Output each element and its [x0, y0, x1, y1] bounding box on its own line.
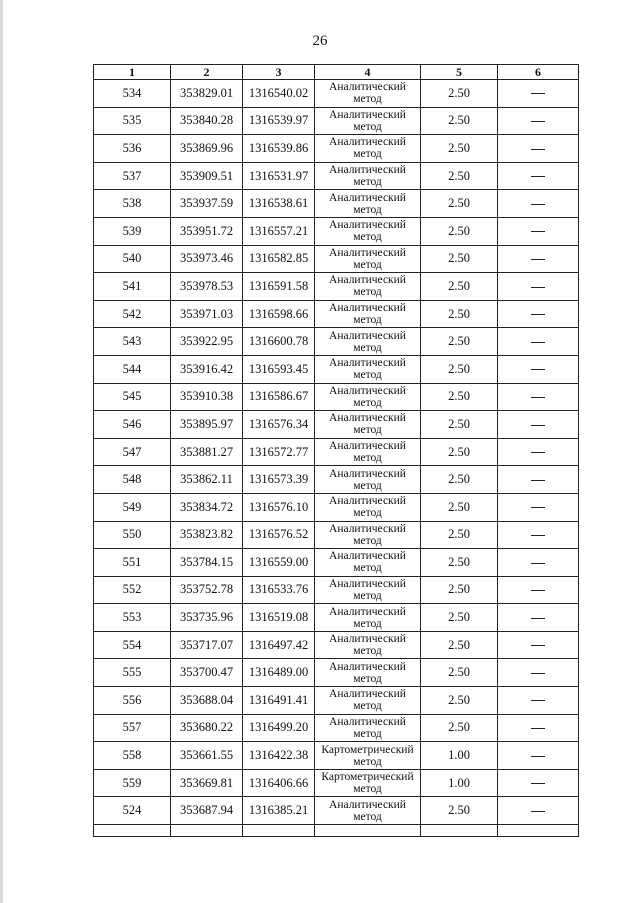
method-cell: Аналитический метод [315, 797, 421, 825]
note-cell [498, 355, 579, 383]
coordinate-x-cell: 353687.94 [171, 797, 243, 825]
precision-cell: 2.50 [421, 273, 498, 301]
note-cell [498, 217, 579, 245]
coordinate-x-cell: 353661.55 [171, 742, 243, 770]
table-row [94, 549, 579, 577]
coordinate-x-cell: 353700.47 [171, 659, 243, 687]
coordinate-y-cell: 1316572.77 [243, 438, 315, 466]
table-row [94, 576, 579, 604]
dash-mark [531, 369, 545, 370]
note-cell [498, 687, 579, 715]
table-row [94, 797, 579, 825]
table-row [94, 245, 579, 273]
point-number-cell: 555 [94, 659, 171, 687]
coordinate-y-cell: 1316573.39 [243, 466, 315, 494]
empty-cell [315, 825, 421, 837]
note-cell [498, 328, 579, 356]
precision-cell: 2.50 [421, 604, 498, 632]
coordinate-y-cell: 1316489.00 [243, 659, 315, 687]
table-row [94, 328, 579, 356]
precision-cell: 2.50 [421, 190, 498, 218]
note-cell [498, 576, 579, 604]
note-cell [498, 190, 579, 218]
page-number: 26 [312, 33, 328, 49]
note-cell [498, 769, 579, 797]
coordinate-x-cell: 353869.96 [171, 135, 243, 163]
method-cell: Картометрический метод [315, 769, 421, 797]
dash-mark [531, 314, 545, 315]
precision-cell: 1.00 [421, 769, 498, 797]
precision-cell: 2.50 [421, 466, 498, 494]
coordinate-y-cell: 1316519.08 [243, 604, 315, 632]
note-cell [498, 245, 579, 273]
precision-cell: 2.50 [421, 631, 498, 659]
coordinates-table [93, 64, 579, 837]
precision-cell: 2.50 [421, 162, 498, 190]
coordinate-y-cell: 1316539.97 [243, 107, 315, 135]
precision-cell: 2.50 [421, 576, 498, 604]
method-cell: Аналитический метод [315, 300, 421, 328]
table-row [94, 659, 579, 687]
note-cell [498, 273, 579, 301]
method-cell: Аналитический метод [315, 466, 421, 494]
table-row [94, 300, 579, 328]
coordinate-y-cell: 1316491.41 [243, 687, 315, 715]
table-row [94, 355, 579, 383]
table-row [94, 135, 579, 163]
point-number-cell: 554 [94, 631, 171, 659]
coordinate-y-cell: 1316531.97 [243, 162, 315, 190]
table-row [94, 411, 579, 439]
point-number-cell: 536 [94, 135, 171, 163]
coordinate-y-cell: 1316559.00 [243, 549, 315, 577]
point-number-cell: 524 [94, 797, 171, 825]
coordinate-x-cell: 353784.15 [171, 549, 243, 577]
note-cell [498, 493, 579, 521]
dash-mark [531, 149, 545, 150]
coordinate-x-cell: 353922.95 [171, 328, 243, 356]
note-cell [498, 80, 579, 108]
note-cell [498, 383, 579, 411]
note-cell [498, 107, 579, 135]
column-header-5: 5 [421, 65, 498, 80]
coordinate-y-cell: 1316598.66 [243, 300, 315, 328]
point-number-cell: 553 [94, 604, 171, 632]
coordinate-x-cell: 353910.38 [171, 383, 243, 411]
point-number-cell: 549 [94, 493, 171, 521]
point-number-cell: 548 [94, 466, 171, 494]
note-cell [498, 411, 579, 439]
dash-mark [531, 728, 545, 729]
coordinate-x-cell: 353895.97 [171, 411, 243, 439]
method-cell: Аналитический метод [315, 714, 421, 742]
point-number-cell: 541 [94, 273, 171, 301]
dash-mark [531, 204, 545, 205]
table-row [94, 769, 579, 797]
table-row [94, 493, 579, 521]
coordinate-y-cell: 1316586.67 [243, 383, 315, 411]
coordinate-y-cell: 1316422.38 [243, 742, 315, 770]
coordinate-x-cell: 353937.59 [171, 190, 243, 218]
coordinate-y-cell: 1316497.42 [243, 631, 315, 659]
method-cell: Аналитический метод [315, 493, 421, 521]
point-number-cell: 551 [94, 549, 171, 577]
table-row [94, 438, 579, 466]
dash-mark [531, 259, 545, 260]
point-number-cell: 543 [94, 328, 171, 356]
precision-cell: 1.00 [421, 742, 498, 770]
column-header-1: 1 [94, 65, 171, 80]
precision-cell: 2.50 [421, 245, 498, 273]
coordinate-x-cell: 353735.96 [171, 604, 243, 632]
empty-cell [243, 825, 315, 837]
precision-cell: 2.50 [421, 135, 498, 163]
empty-cell [94, 825, 171, 837]
method-cell: Аналитический метод [315, 549, 421, 577]
method-cell: Аналитический метод [315, 659, 421, 687]
table-row [94, 190, 579, 218]
note-cell [498, 797, 579, 825]
table-row [94, 107, 579, 135]
coordinate-x-cell: 353971.03 [171, 300, 243, 328]
coordinate-y-cell: 1316406.66 [243, 769, 315, 797]
dash-mark [531, 480, 545, 481]
coordinate-y-cell: 1316557.21 [243, 217, 315, 245]
method-cell: Аналитический метод [315, 687, 421, 715]
table-row [94, 162, 579, 190]
precision-cell: 2.50 [421, 217, 498, 245]
coordinate-x-cell: 353916.42 [171, 355, 243, 383]
method-cell: Аналитический метод [315, 438, 421, 466]
method-cell: Аналитический метод [315, 135, 421, 163]
coordinate-x-cell: 353978.53 [171, 273, 243, 301]
point-number-cell: 547 [94, 438, 171, 466]
method-cell: Аналитический метод [315, 521, 421, 549]
note-cell [498, 631, 579, 659]
coordinate-y-cell: 1316576.10 [243, 493, 315, 521]
point-number-cell: 550 [94, 521, 171, 549]
method-cell: Картометрический метод [315, 742, 421, 770]
column-header-2: 2 [171, 65, 243, 80]
point-number-cell: 546 [94, 411, 171, 439]
coordinate-y-cell: 1316582.85 [243, 245, 315, 273]
empty-continuation-row [94, 825, 579, 837]
coordinate-x-cell: 353680.22 [171, 714, 243, 742]
precision-cell: 2.50 [421, 521, 498, 549]
column-header-3: 3 [243, 65, 315, 80]
point-number-cell: 534 [94, 80, 171, 108]
method-cell: Аналитический метод [315, 631, 421, 659]
precision-cell: 2.50 [421, 797, 498, 825]
coordinate-y-cell: 1316600.78 [243, 328, 315, 356]
method-cell: Аналитический метод [315, 190, 421, 218]
point-number-cell: 542 [94, 300, 171, 328]
method-cell: Аналитический метод [315, 162, 421, 190]
empty-cell [498, 825, 579, 837]
dash-mark [531, 507, 545, 508]
coordinate-x-cell: 353909.51 [171, 162, 243, 190]
table-row [94, 714, 579, 742]
coordinate-x-cell: 353834.72 [171, 493, 243, 521]
method-cell: Аналитический метод [315, 245, 421, 273]
coordinate-x-cell: 353823.82 [171, 521, 243, 549]
method-cell: Аналитический метод [315, 107, 421, 135]
note-cell [498, 300, 579, 328]
coordinate-x-cell: 353862.11 [171, 466, 243, 494]
precision-cell: 2.50 [421, 493, 498, 521]
empty-cell [421, 825, 498, 837]
precision-cell: 2.50 [421, 107, 498, 135]
dash-mark [531, 645, 545, 646]
coordinate-y-cell: 1316591.58 [243, 273, 315, 301]
precision-cell: 2.50 [421, 549, 498, 577]
precision-cell: 2.50 [421, 328, 498, 356]
coordinate-y-cell: 1316385.21 [243, 797, 315, 825]
method-cell: Аналитический метод [315, 383, 421, 411]
dash-mark [531, 535, 545, 536]
note-cell [498, 438, 579, 466]
note-cell [498, 714, 579, 742]
table-row [94, 80, 579, 108]
table-row [94, 742, 579, 770]
method-cell: Аналитический метод [315, 576, 421, 604]
point-number-cell: 538 [94, 190, 171, 218]
dash-mark [531, 590, 545, 591]
coordinate-x-cell: 353951.72 [171, 217, 243, 245]
note-cell [498, 162, 579, 190]
table-header-row [94, 65, 579, 80]
dash-mark [531, 452, 545, 453]
column-header-4: 4 [315, 65, 421, 80]
method-cell: Аналитический метод [315, 217, 421, 245]
table-row [94, 273, 579, 301]
table-row [94, 466, 579, 494]
coordinate-x-cell: 353669.81 [171, 769, 243, 797]
coordinate-x-cell: 353973.46 [171, 245, 243, 273]
precision-cell: 2.50 [421, 438, 498, 466]
table-row [94, 521, 579, 549]
precision-cell: 2.50 [421, 300, 498, 328]
precision-cell: 2.50 [421, 687, 498, 715]
coordinate-y-cell: 1316499.20 [243, 714, 315, 742]
coordinate-x-cell: 353717.07 [171, 631, 243, 659]
coordinate-y-cell: 1316593.45 [243, 355, 315, 383]
coordinate-x-cell: 353840.28 [171, 107, 243, 135]
method-cell: Аналитический метод [315, 604, 421, 632]
dash-mark [531, 756, 545, 757]
point-number-cell: 557 [94, 714, 171, 742]
coordinate-x-cell: 353752.78 [171, 576, 243, 604]
table-row [94, 383, 579, 411]
note-cell [498, 135, 579, 163]
dash-mark [531, 397, 545, 398]
point-number-cell: 539 [94, 217, 171, 245]
table-row [94, 217, 579, 245]
coordinate-y-cell: 1316539.86 [243, 135, 315, 163]
empty-cell [171, 825, 243, 837]
note-cell [498, 659, 579, 687]
column-header-6: 6 [498, 65, 579, 80]
precision-cell: 2.50 [421, 80, 498, 108]
method-cell: Аналитический метод [315, 328, 421, 356]
dash-mark [531, 563, 545, 564]
dash-mark [531, 783, 545, 784]
point-number-cell: 558 [94, 742, 171, 770]
dash-mark [531, 93, 545, 94]
note-cell [498, 549, 579, 577]
note-cell [498, 742, 579, 770]
method-cell: Аналитический метод [315, 273, 421, 301]
dash-mark [531, 287, 545, 288]
note-cell [498, 521, 579, 549]
point-number-cell: 545 [94, 383, 171, 411]
point-number-cell: 559 [94, 769, 171, 797]
dash-mark [531, 121, 545, 122]
precision-cell: 2.50 [421, 411, 498, 439]
dash-mark [531, 342, 545, 343]
method-cell: Аналитический метод [315, 411, 421, 439]
dash-mark [531, 700, 545, 701]
coordinate-y-cell: 1316540.02 [243, 80, 315, 108]
coordinate-x-cell: 353688.04 [171, 687, 243, 715]
dash-mark [531, 231, 545, 232]
point-number-cell: 556 [94, 687, 171, 715]
table-row [94, 687, 579, 715]
method-cell: Аналитический метод [315, 80, 421, 108]
point-number-cell: 552 [94, 576, 171, 604]
point-number-cell: 535 [94, 107, 171, 135]
precision-cell: 2.50 [421, 659, 498, 687]
precision-cell: 2.50 [421, 714, 498, 742]
coordinate-y-cell: 1316576.52 [243, 521, 315, 549]
precision-cell: 2.50 [421, 383, 498, 411]
dash-mark [531, 673, 545, 674]
dash-mark [531, 618, 545, 619]
table-row [94, 604, 579, 632]
coordinate-y-cell: 1316538.61 [243, 190, 315, 218]
point-number-cell: 544 [94, 355, 171, 383]
note-cell [498, 466, 579, 494]
point-number-cell: 540 [94, 245, 171, 273]
table-row [94, 631, 579, 659]
coordinate-x-cell: 353829.01 [171, 80, 243, 108]
scan-edge [0, 0, 3, 903]
coordinate-y-cell: 1316576.34 [243, 411, 315, 439]
dash-mark [531, 811, 545, 812]
coordinate-y-cell: 1316533.76 [243, 576, 315, 604]
coordinate-x-cell: 353881.27 [171, 438, 243, 466]
dash-mark [531, 176, 545, 177]
method-cell: Аналитический метод [315, 355, 421, 383]
table-body [94, 80, 579, 837]
dash-mark [531, 425, 545, 426]
note-cell [498, 604, 579, 632]
precision-cell: 2.50 [421, 355, 498, 383]
point-number-cell: 537 [94, 162, 171, 190]
